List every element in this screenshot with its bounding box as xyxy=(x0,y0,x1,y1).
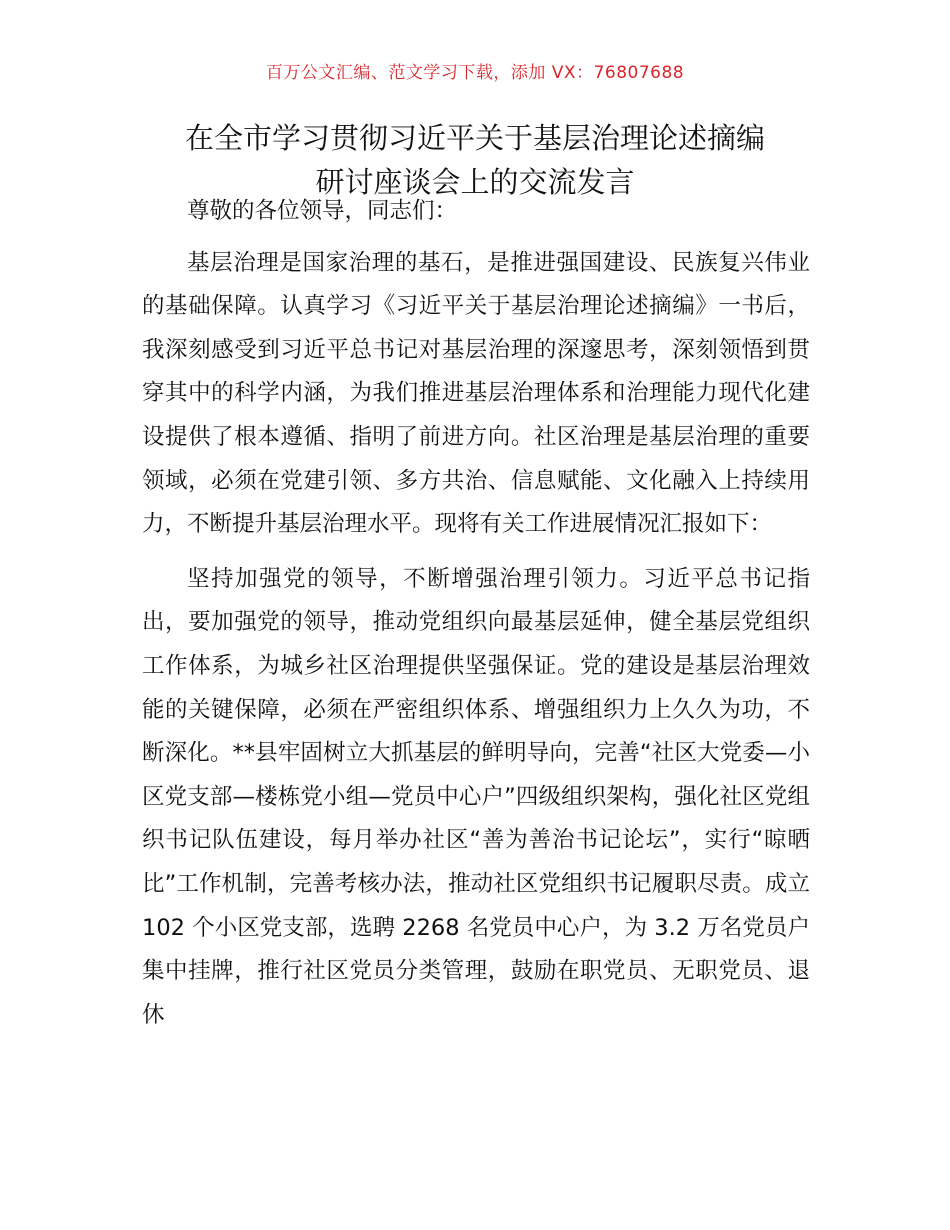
salutation: 尊敬的各位领导，同志们： xyxy=(187,198,458,224)
paragraph-party-leadership: 坚持加强党的领导，不断增强治理引领力。习近平总书记指出，要加强党的领导，推动党组织向最基层延伸，健全基层党组织工作体系，为城乡社区治理提供坚强保证。党的建设是基层治理效能的关键保障，必须在严密组织体系、增强组织力上久久为功，不断深化。**县牢固树立大抓基层的鲜明导向，完善“社区大党委—小区党支部—楼栋党小组—党员中心户”四级组织架构，强化社区党组织书记队伍建设，每月举办社区“善为善治书记论坛”，实行“晾晒比”工作机制，完善考核办法，推动社区党组织书记履职尽责。成立 102 个小区党支部，选聘 2268 名党员中心户，为 3.2 万名党员户集中挂牌，推行社区党员分类管理，鼓励在职党员、无职党员、退休 xyxy=(142,565,810,1028)
header-banner: 百万公文汇编、范文学习下载，添加 VX：76807688 xyxy=(265,63,685,83)
document-body xyxy=(142,190,810,1048)
title-line-2: 研讨座谈会上的交流发言 xyxy=(315,165,635,199)
title-line-1: 在全市学习贯彻习近平关于基层治理论述摘编 xyxy=(184,121,765,155)
paragraph-intro: 基层治理是国家治理的基石，是推进强国建设、民族复兴伟业的基础保障。认真学习《习近平关于基层治理论述摘编》一书后，我深刻感受到习近平总书记对基层治理的深邃思考，深刻领悟到贯穿其中的科学内涵，为我们推进基层治理体系和治理能力现代化建设提供了根本遵循、指明了前进方向。社区治理是基层治理的重要领域，必须在党建引领、多方共治、信息赋能、文化融入上持续用力，不断提升基层治理水平。现将有关工作进展情况汇报如下： xyxy=(142,249,810,538)
